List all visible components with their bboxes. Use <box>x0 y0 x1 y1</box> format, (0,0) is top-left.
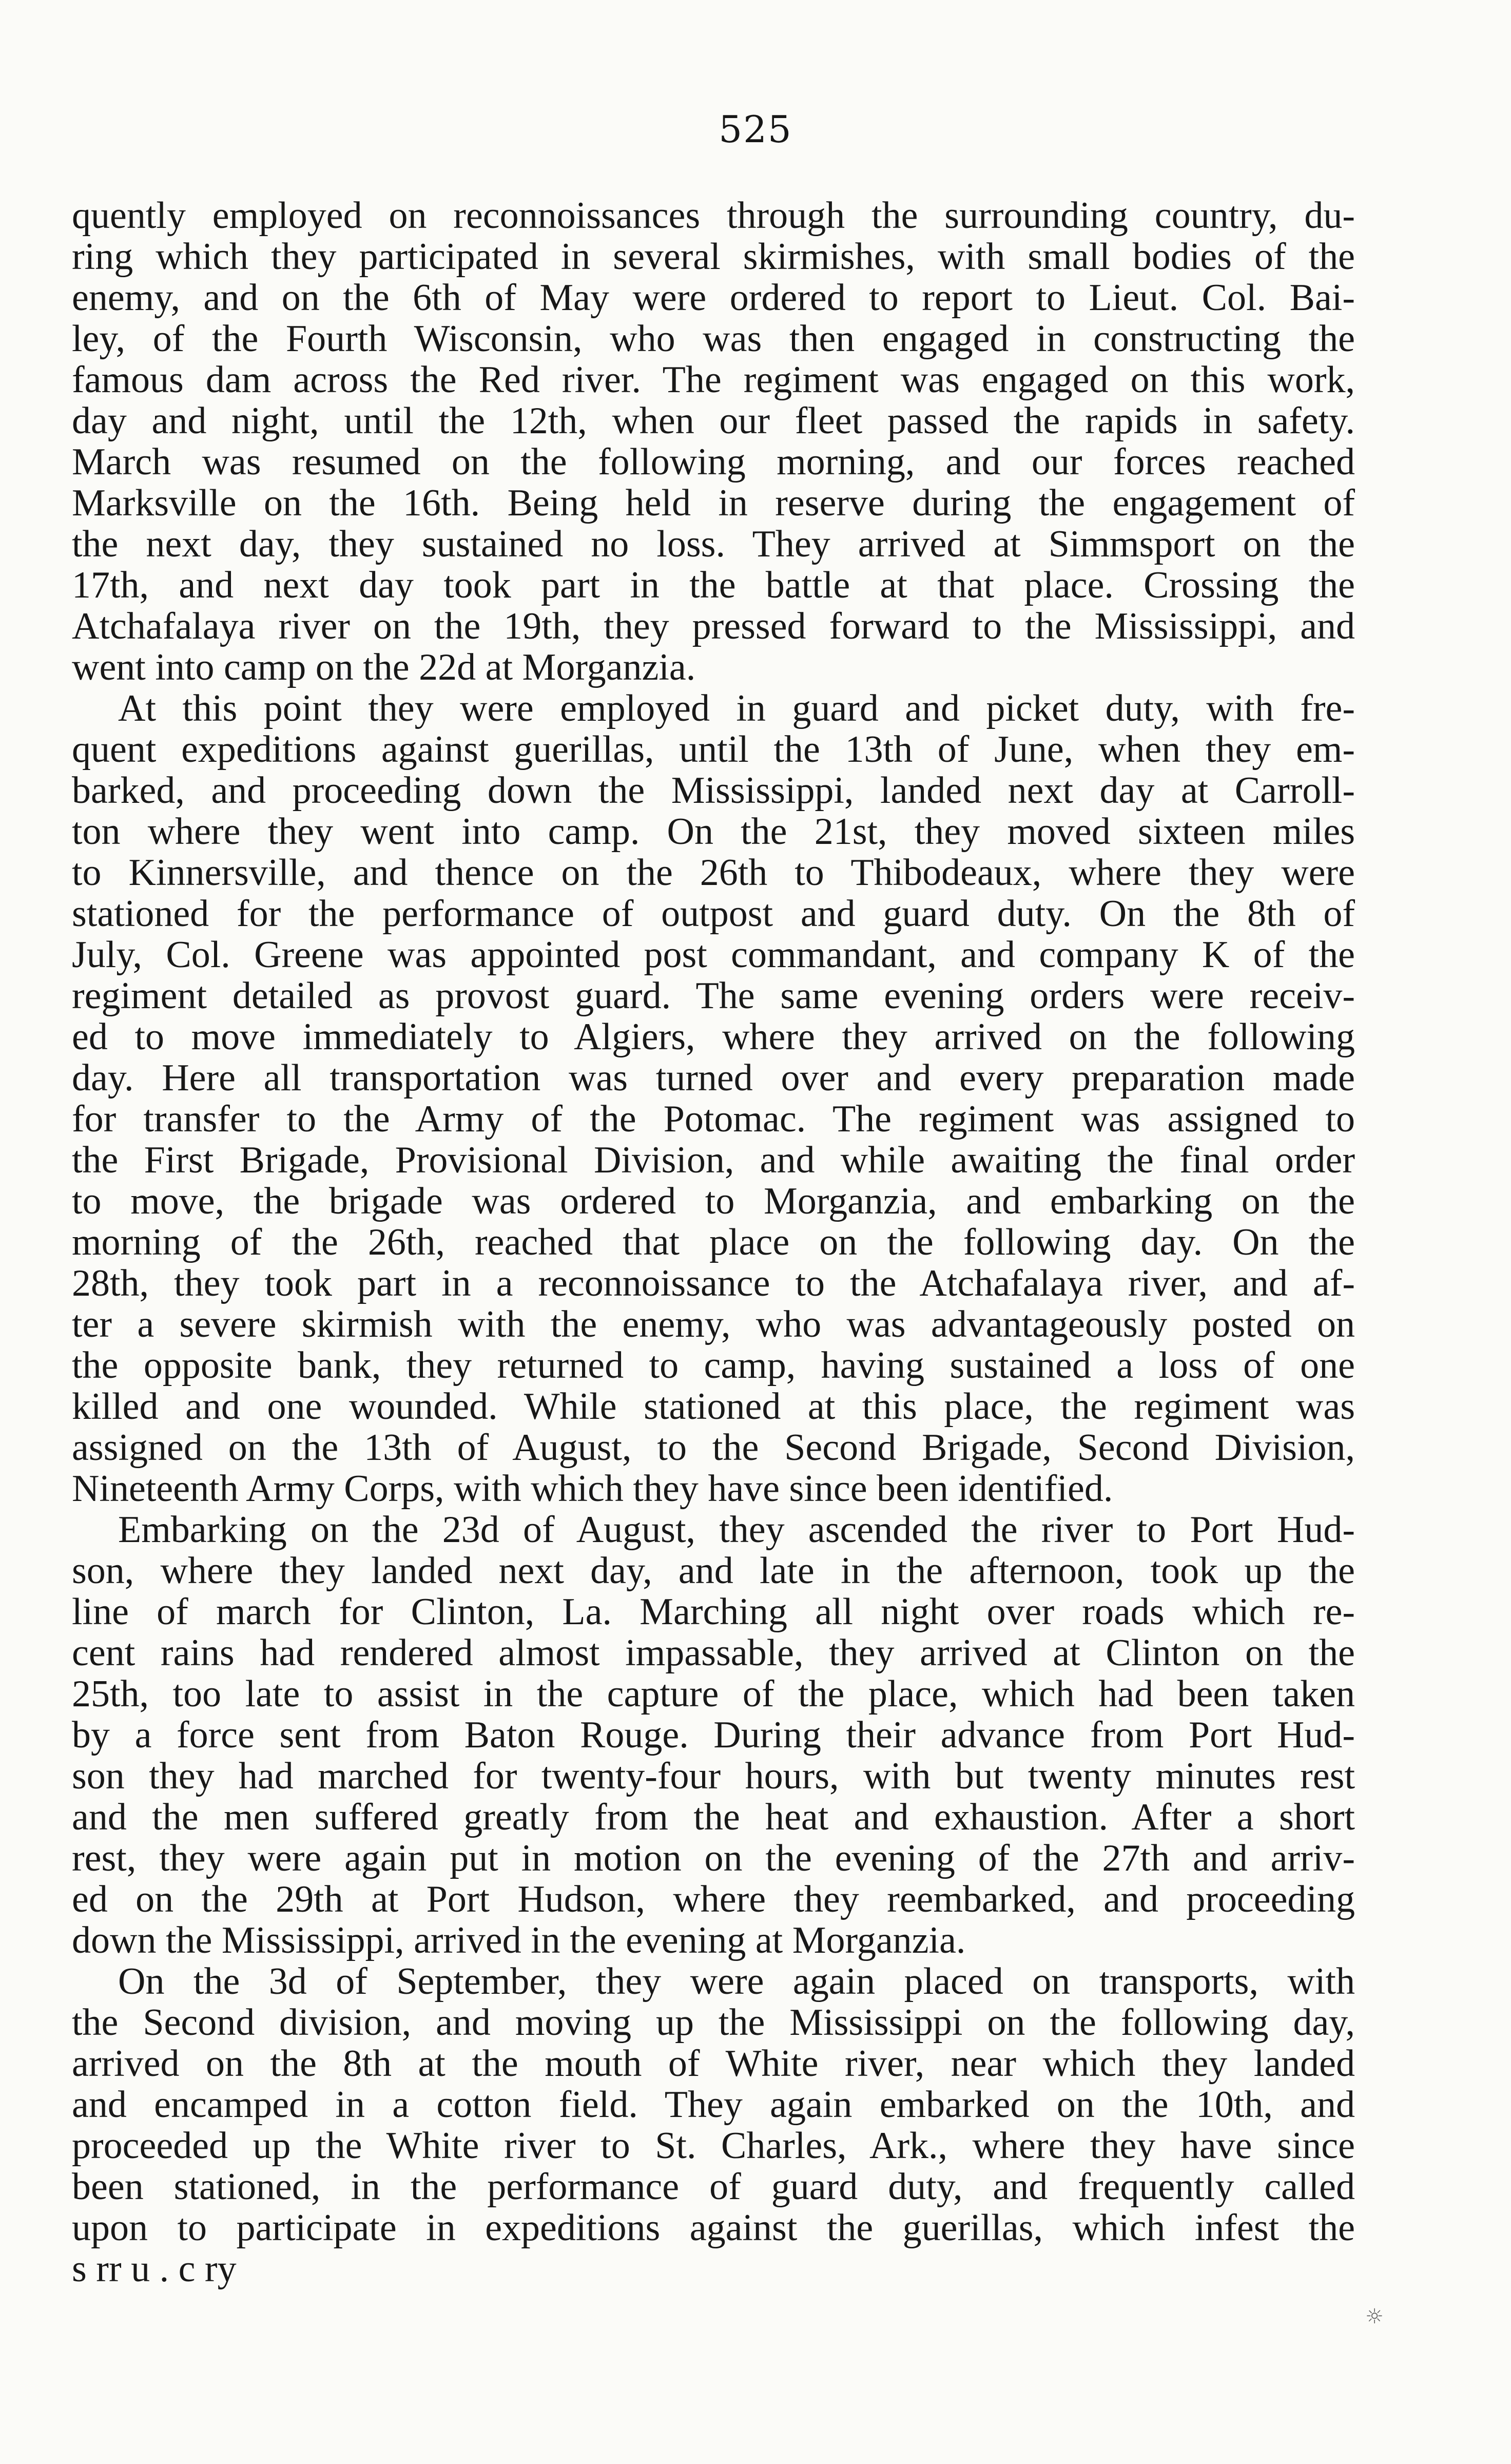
text-line: ley, of the Fourth Wisconsin, who was then engaged in constructing the <box>72 318 1355 360</box>
text-line: 17th, and next day took part in the battle at that place. Crossing the <box>72 564 1355 606</box>
text-line: day. Here all transportation was turned over and every preparation made <box>72 1057 1355 1099</box>
text-line: son they had marched for twenty-four hours, with but twenty minutes rest <box>72 1755 1355 1797</box>
text-line: regiment detailed as provost guard. The same evening orders were receiv- <box>72 975 1355 1017</box>
text-line: down the Mississippi, arrived in the evening at Morganzia. <box>72 1919 966 1961</box>
text-line: enemy, and on the 6th of May were ordered to report to Lieut. Col. Bai- <box>72 277 1355 319</box>
text-line: s rr u . c ry <box>72 2248 237 2290</box>
text-line: son, where they landed next day, and late in the afternoon, took up the <box>72 1550 1355 1592</box>
text-line: barked, and proceeding down the Mississippi, landed next day at Carroll- <box>72 769 1355 812</box>
text-line: for transfer to the Army of the Potomac. The regiment was assigned to <box>72 1098 1355 1140</box>
text-line: Nineteenth Army Corps, with which they have since been identified. <box>72 1468 1113 1510</box>
text-line: stationed for the performance of outpost and guard duty. On the 8th of <box>72 893 1355 935</box>
text-line: Embarking on the 23d of August, they ascended the river to Port Hud- <box>118 1509 1355 1551</box>
text-line: line of march for Clinton, La. Marching all night over roads which re- <box>72 1591 1355 1633</box>
text-line: the Second division, and moving up the Mississippi on the following day, <box>72 2001 1355 2044</box>
text-line: the next day, they sustained no loss. They arrived at Simmsport on the <box>72 523 1355 565</box>
text-line: ton where they went into camp. On the 21st, they moved sixteen miles <box>72 811 1355 853</box>
text-line: day and night, until the 12th, when our fleet passed the rapids in safety. <box>72 400 1355 442</box>
text-line: and the men suffered greatly from the heat and exhaustion. After a short <box>72 1796 1355 1838</box>
text-line: the First Brigade, Provisional Division, and while awaiting the final order <box>72 1139 1355 1181</box>
text-line: the opposite bank, they returned to camp, having sustained a loss of one <box>72 1344 1355 1387</box>
text-line: killed and one wounded. While stationed at this place, the regiment was <box>72 1385 1355 1428</box>
text-line: by a force sent from Baton Rouge. During their advance from Port Hud- <box>72 1714 1355 1756</box>
text-line: arrived on the 8th at the mouth of White river, near which they landed <box>72 2043 1355 2085</box>
text-line: quently employed on reconnoissances through the surrounding country, du- <box>72 195 1355 237</box>
text-line: ter a severe skirmish with the enemy, who was advantageously posted on <box>72 1303 1355 1345</box>
text-line: been stationed, in the performance of guard duty, and frequently called <box>72 2166 1355 2208</box>
text-line: quent expeditions against guerillas, until the 13th of June, when they em- <box>72 728 1355 771</box>
text-line: At this point they were employed in guard and picket duty, with fre- <box>118 687 1355 729</box>
body-text <box>72 195 1355 2289</box>
text-line: Marksville on the 16th. Being held in reserve during the engagement of <box>72 482 1355 524</box>
text-line: cent rains had rendered almost impassable, they arrived at Clinton on the <box>72 1632 1355 1674</box>
text-line: proceeded up the White river to St. Charles, Ark., where they have since <box>72 2125 1355 2167</box>
text-line: 25th, too late to assist in the capture of the place, which had been taken <box>72 1673 1355 1715</box>
text-line: On the 3d of September, they were again placed on transports, with <box>118 1960 1355 2003</box>
text-line: Atchafalaya river on the 19th, they pressed forward to the Mississippi, and <box>72 605 1355 647</box>
text-line: and encamped in a cotton field. They again embarked on the 10th, and <box>72 2084 1355 2126</box>
text-line: July, Col. Greene was appointed post commandant, and company K of the <box>72 934 1355 976</box>
text-line: famous dam across the Red river. The regiment was engaged on this work, <box>72 359 1355 401</box>
text-line: to Kinnersville, and thence on the 26th to Thibodeaux, where they were <box>72 852 1355 894</box>
text-line: went into camp on the 22d at Morganzia. <box>72 646 696 688</box>
text-line: ed to move immediately to Algiers, where they arrived on the following <box>72 1016 1355 1058</box>
text-line: morning of the 26th, reached that place on the following day. On the <box>72 1221 1355 1263</box>
page-number: 525 <box>719 108 792 151</box>
text-line: March was resumed on the following morning, and our forces reached <box>72 441 1355 483</box>
text-line: upon to participate in expeditions against the guerillas, which infest the <box>72 2207 1355 2249</box>
text-line: rest, they were again put in motion on the evening of the 27th and arriv- <box>72 1837 1355 1879</box>
text-line: 28th, they took part in a reconnoissance to the Atchafalaya river, and af- <box>72 1262 1355 1304</box>
text-line: ed on the 29th at Port Hudson, where they reembarked, and proceeding <box>72 1878 1355 1920</box>
stray-mark: ☼ <box>1365 2305 1384 2328</box>
text-line: to move, the brigade was ordered to Morganzia, and embarking on the <box>72 1180 1355 1222</box>
text-line: assigned on the 13th of August, to the Second Brigade, Second Division, <box>72 1427 1355 1469</box>
text-line: ring which they participated in several skirmishes, with small bodies of the <box>72 236 1355 278</box>
